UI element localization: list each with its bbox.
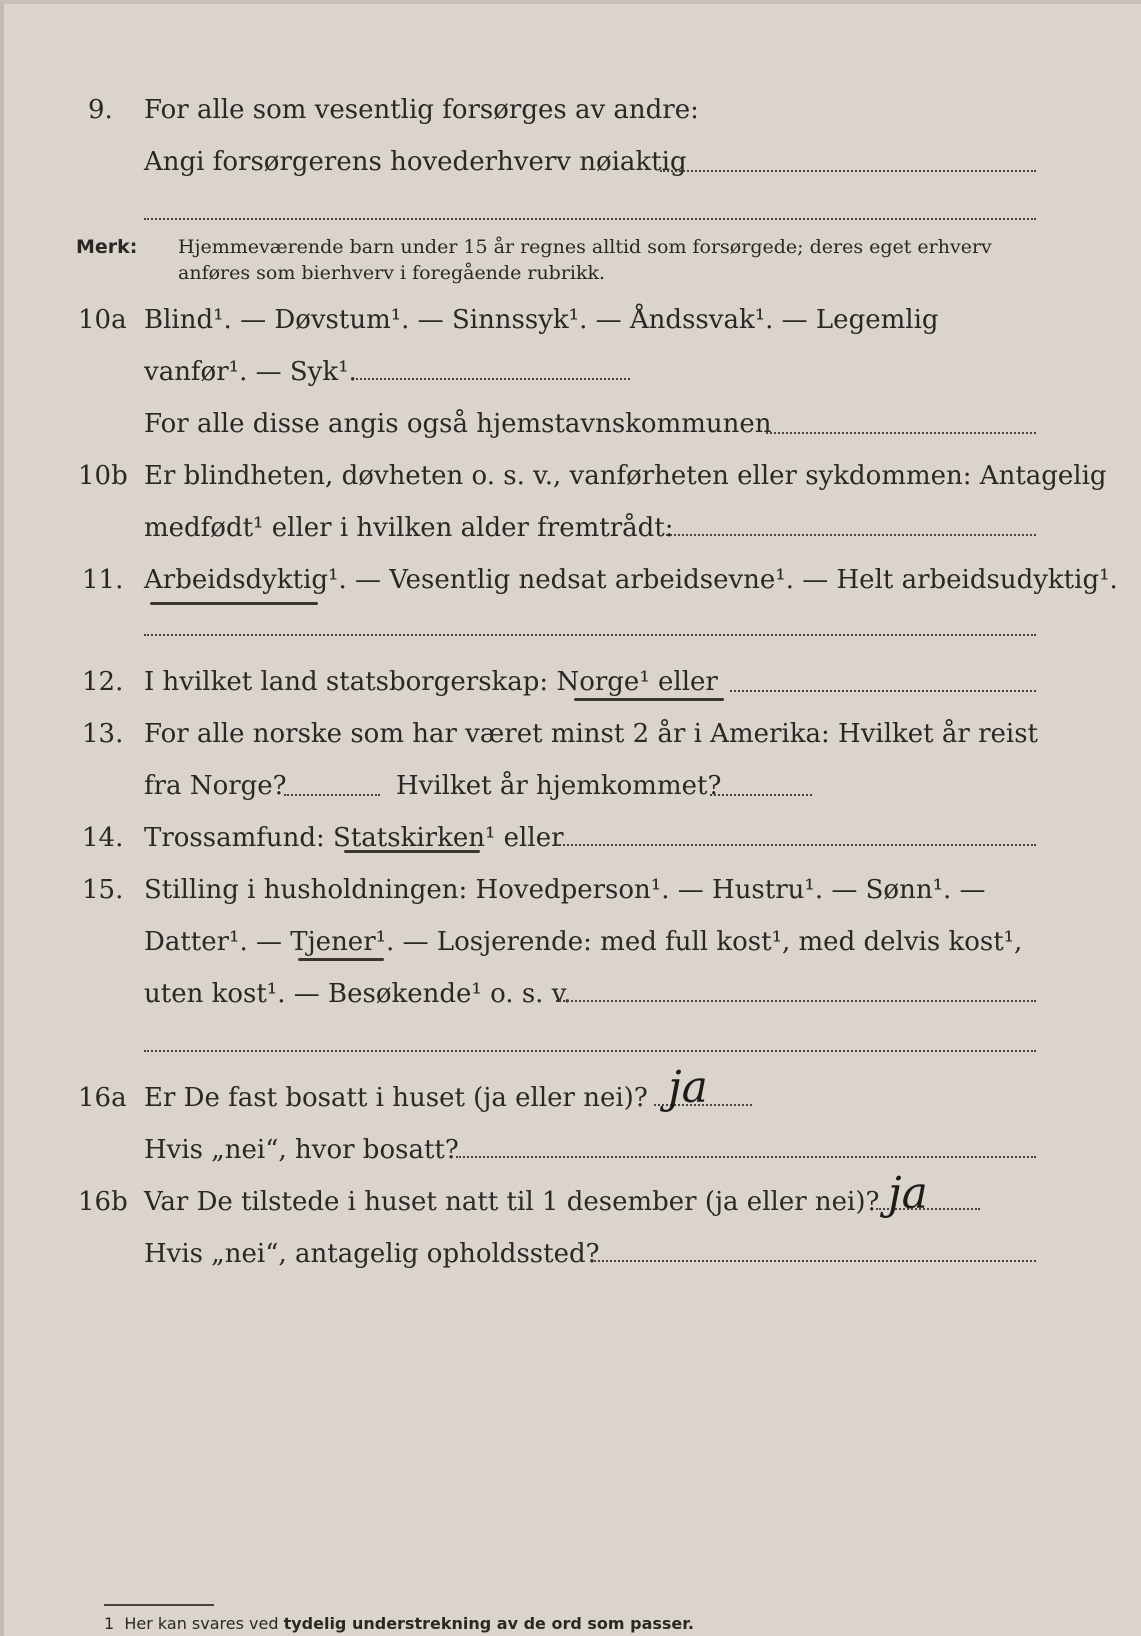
q9-answer-line[interactable] [660, 170, 1036, 172]
footnote [104, 1614, 694, 1633]
q10a-number: 10a [78, 305, 127, 335]
q14-number: 14. [82, 823, 124, 853]
q14-line1: Trossamfund: Statskirken¹ eller [144, 823, 564, 853]
q15-line2: Datter¹. — Tjener¹. — Losjerende: med full kost¹, med delvis kost¹, [144, 927, 1023, 957]
q10a-line1: Blind¹. — Døvstum¹. — Sinnssyk¹. — Åndssvak¹. — Legemlig [144, 305, 939, 335]
q16b-handwritten-answer: ja [888, 1168, 928, 1219]
q10b-answer-line[interactable] [666, 534, 1036, 536]
merk-label: Merk: [76, 236, 138, 258]
footnote-text-bold: tydelig understrekning av de ord som passer. [283, 1614, 694, 1633]
q10a-line2: vanfør¹. — Syk¹. [144, 357, 357, 387]
q16a-line2: Hvis „nei“, hvor bosatt? [144, 1135, 459, 1165]
q13-year-left-line[interactable] [284, 794, 380, 796]
q10a-municipality-line[interactable] [766, 432, 1036, 434]
q10b-line1: Er blindheten, døvheten o. s. v., vanførheten eller sykdommen: Antagelig [144, 461, 1107, 491]
q16b-number: 16b [78, 1187, 128, 1217]
q13-number: 13. [82, 719, 124, 749]
q9-line1: For alle som vesentlig forsørges av andre: [144, 95, 699, 125]
q15-number: 15. [82, 875, 124, 905]
q15-answer-line[interactable] [556, 1000, 1036, 1002]
q11-handwritten-underline [150, 602, 318, 605]
q14-handwritten-underline [344, 850, 480, 853]
footnote-text: Her kan svares ved [124, 1614, 279, 1633]
footnote-mark: 1 [104, 1614, 115, 1633]
q9-answer-line-2[interactable] [144, 218, 1036, 220]
q12-handwritten-underline [574, 698, 724, 701]
q16b-line2: Hvis „nei“, antagelig opholdssted? [144, 1239, 600, 1269]
merk-line2: anføres som bierhverv i foregående rubrikk. [178, 262, 606, 284]
q15-handwritten-underline [298, 958, 384, 961]
merk-line1: Hjemmeværende barn under 15 år regnes alltid som forsørgede; deres eget erhverv [178, 236, 992, 258]
q11-number: 11. [82, 565, 124, 595]
q10a-answer-line[interactable] [356, 378, 630, 380]
q13-year-returned-line[interactable] [710, 794, 812, 796]
q15-answer-line-2[interactable] [144, 1050, 1036, 1052]
q13-line2b: Hvilket år hjemkommet? [396, 771, 722, 801]
q16a-handwritten-answer: ja [668, 1062, 708, 1113]
q16a-residence-line[interactable] [456, 1156, 1036, 1158]
q15-line1: Stilling i husholdningen: Hovedperson¹. — Hustru¹. — Sønn¹. — [144, 875, 986, 905]
q9-line2: Angi forsørgerens hovederhverv nøiaktig [144, 147, 687, 177]
q16b-line1: Var De tilstede i huset natt til 1 desember (ja eller nei)? [144, 1187, 880, 1217]
q11-answer-line[interactable] [144, 634, 1036, 636]
q16b-location-line[interactable] [594, 1260, 1036, 1262]
q15-line3: uten kost¹. — Besøkende¹ o. s. v. [144, 979, 572, 1009]
q12-line1: I hvilket land statsborgerskap: Norge¹ eller [144, 667, 718, 697]
q16a-number: 16a [78, 1083, 127, 1113]
footnote-rule [104, 1604, 214, 1606]
q13-line2a: fra Norge? [144, 771, 287, 801]
q9-number: 9. [88, 95, 113, 125]
q12-number: 12. [82, 667, 124, 697]
q14-answer-line[interactable] [556, 844, 1036, 846]
q10b-line2: medfødt¹ eller i hvilken alder fremtrådt: [144, 513, 674, 543]
q16a-line1: Er De fast bosatt i huset (ja eller nei)? [144, 1083, 648, 1113]
q11-line1: Arbeidsdyktig¹. — Vesentlig nedsat arbeidsevne¹. — Helt arbeidsudyktig¹. [144, 565, 1118, 595]
q12-answer-line[interactable] [730, 690, 1036, 692]
q13-line1: For alle norske som har været minst 2 år i Amerika: Hvilket år reist [144, 719, 1038, 749]
q10a-line3: For alle disse angis også hjemstavnskommunen [144, 409, 772, 439]
q10b-number: 10b [78, 461, 128, 491]
